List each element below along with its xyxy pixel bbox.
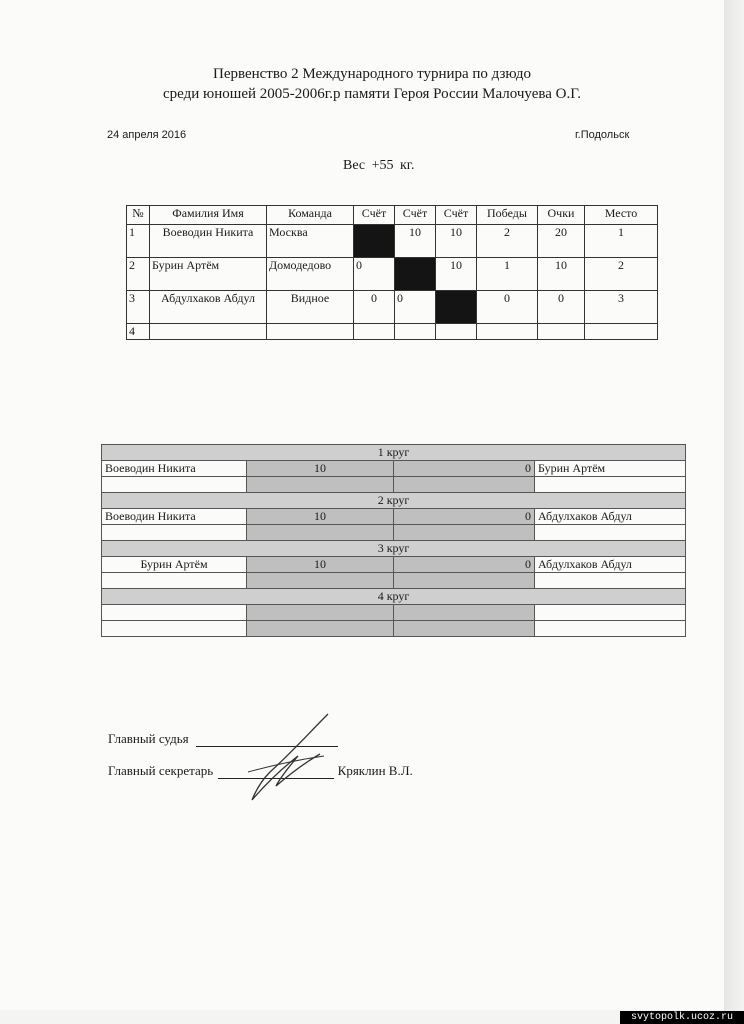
row-score: 10: [436, 258, 477, 291]
blank-cell: [535, 525, 686, 541]
title-line-1: Первенство 2 Международного турнира по дзюдо: [212, 66, 531, 82]
weight-category: Вес +55 кг.: [343, 158, 415, 173]
round-right-score: 0: [394, 557, 535, 573]
row-wins: 1: [477, 258, 538, 291]
row-points: 10: [538, 258, 585, 291]
col-score1-header: Счёт: [354, 206, 395, 225]
blank-cell: [394, 477, 535, 493]
row-score: [436, 324, 477, 340]
blank-cell: [394, 621, 535, 637]
blank-cell: [247, 621, 394, 637]
round-blank-row: [102, 525, 686, 541]
row-wins: 0: [477, 291, 538, 324]
row-score-self: [395, 258, 436, 291]
round-left-name: [102, 605, 247, 621]
row-team: Москва: [267, 225, 354, 258]
row-points: 20: [538, 225, 585, 258]
round-label: 2 круг: [102, 493, 686, 509]
blank-cell: [247, 477, 394, 493]
row-name: Абдулхаков Абдул: [150, 291, 267, 324]
round-label: 4 круг: [102, 589, 686, 605]
col-score3-header: Счёт: [436, 206, 477, 225]
row-score: 0: [395, 291, 436, 324]
row-points: [538, 324, 585, 340]
chief-judge-label: Главный судья: [108, 731, 189, 746]
round-right-score: 0: [394, 509, 535, 525]
round-left-name: Воеводин Никита: [102, 461, 247, 477]
round-right-name: Бурин Артём: [535, 461, 686, 477]
round-blank-row: [102, 573, 686, 589]
round-match-row: [102, 509, 686, 525]
row-score-self: [436, 291, 477, 324]
col-score2-header: Счёт: [395, 206, 436, 225]
row-score: 10: [436, 225, 477, 258]
row-team: Видное: [267, 291, 354, 324]
round-left-score: 10: [247, 461, 394, 477]
row-name: Воеводин Никита: [150, 225, 267, 258]
row-score: [354, 324, 395, 340]
row-place: 1: [585, 225, 658, 258]
blank-cell: [102, 477, 247, 493]
round-header: [102, 589, 686, 605]
table-row: [127, 258, 658, 291]
row-score: 0: [354, 291, 395, 324]
results-table: [126, 205, 658, 340]
round-label: 3 круг: [102, 541, 686, 557]
col-num-header: №: [127, 206, 150, 225]
round-match-row: [102, 557, 686, 573]
round-blank-row: [102, 477, 686, 493]
round-right-score: [394, 605, 535, 621]
table-row: [127, 324, 658, 340]
row-team: [267, 324, 354, 340]
round-left-score: 10: [247, 557, 394, 573]
row-place: 2: [585, 258, 658, 291]
round-right-name: Абдулхаков Абдул: [535, 557, 686, 573]
round-header: [102, 493, 686, 509]
rounds-table: [101, 444, 686, 637]
blank-cell: [535, 573, 686, 589]
title-line-2: среди юношей 2005-2006г.р памяти Героя России Малочуева О.Г.: [163, 86, 581, 102]
blank-cell: [247, 525, 394, 541]
row-num: 2: [127, 258, 150, 291]
row-name: Бурин Артём: [150, 258, 267, 291]
round-left-name: Воеводин Никита: [102, 509, 247, 525]
event-city: г.Подольск: [575, 129, 630, 141]
row-wins: [477, 324, 538, 340]
blank-cell: [394, 525, 535, 541]
row-num: 4: [127, 324, 150, 340]
round-match-row: [102, 605, 686, 621]
blank-cell: [102, 525, 247, 541]
row-place: [585, 324, 658, 340]
row-score: 10: [395, 225, 436, 258]
row-num: 3: [127, 291, 150, 324]
chief-secretary-label: Главный секретарь: [108, 763, 214, 778]
round-header: [102, 541, 686, 557]
round-left-score: [247, 605, 394, 621]
col-name-header: Фамилия Имя: [150, 206, 267, 225]
round-match-row: [102, 461, 686, 477]
blank-cell: [102, 573, 247, 589]
row-score-self: [354, 225, 395, 258]
round-label: 1 круг: [102, 445, 686, 461]
row-team: Домодедово: [267, 258, 354, 291]
round-blank-row: [102, 621, 686, 637]
secretary-name: Кряклин В.Л.: [337, 763, 413, 778]
blank-cell: [535, 621, 686, 637]
round-right-score: 0: [394, 461, 535, 477]
table-row: [127, 225, 658, 258]
blank-cell: [247, 573, 394, 589]
row-score: [395, 324, 436, 340]
event-date: 24 апреля 2016: [107, 129, 187, 141]
round-left-name: Бурин Артём: [102, 557, 247, 573]
row-wins: 2: [477, 225, 538, 258]
round-header: [102, 445, 686, 461]
table-row: [127, 291, 658, 324]
row-name: [150, 324, 267, 340]
handwritten-signature: [240, 710, 340, 805]
col-wins-header: Победы: [477, 206, 538, 225]
results-header-row: [127, 206, 658, 225]
row-num: 1: [127, 225, 150, 258]
row-points: 0: [538, 291, 585, 324]
col-points-header: Очки: [538, 206, 585, 225]
page-edge: [724, 0, 744, 1024]
col-place-header: Место: [585, 206, 658, 225]
blank-cell: [535, 477, 686, 493]
watermark: svytopolk.ucoz.ru: [620, 1011, 744, 1024]
blank-cell: [394, 573, 535, 589]
row-score: 0: [354, 258, 395, 291]
round-right-name: Абдулхаков Абдул: [535, 509, 686, 525]
row-place: 3: [585, 291, 658, 324]
col-team-header: Команда: [267, 206, 354, 225]
blank-cell: [102, 621, 247, 637]
round-right-name: [535, 605, 686, 621]
round-left-score: 10: [247, 509, 394, 525]
